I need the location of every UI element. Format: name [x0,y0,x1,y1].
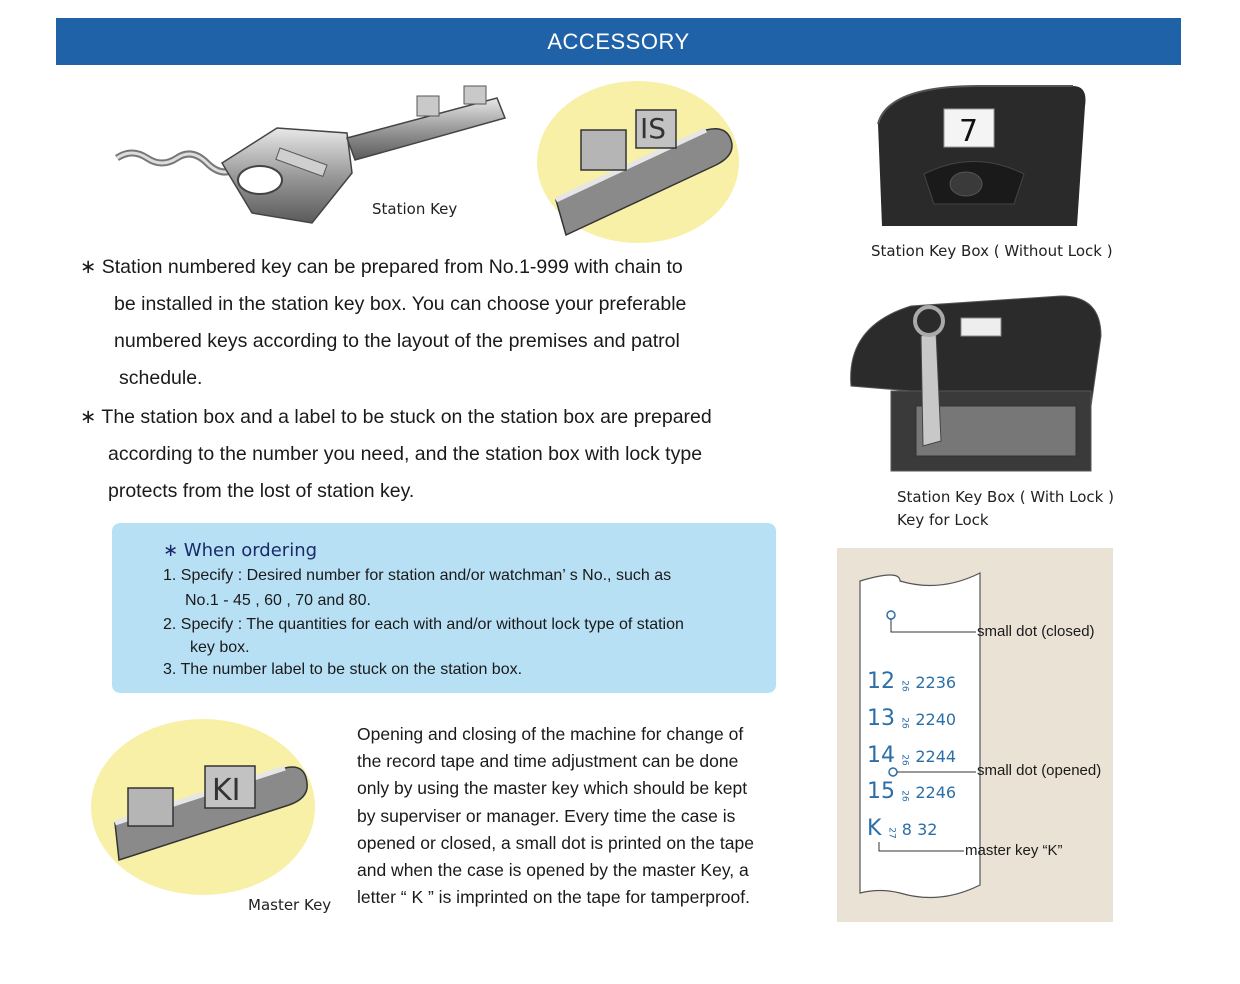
tape-row [867,743,956,768]
tape-month: 26 [900,754,911,766]
tape-master-k: K [867,816,882,841]
para2-line: according to the number you need, and the station box with lock type [108,443,703,465]
master-line: Opening and closing of the machine for change of [357,724,744,744]
tape-time: 2236 [915,673,957,692]
tape-row [867,706,956,731]
svg-text:IS: IS [640,112,667,145]
station-key-closeup-image [536,80,740,244]
para1-line: numbered keys according to the layout of the premises and patrol [114,330,680,352]
para2-line: ∗ The station box and a label to be stuck on the station box are prepared [80,406,712,428]
ordering-line: 2. Specify : The quantities for each with and/or without lock type of station [163,616,684,633]
tape-row [867,669,956,694]
tape-day: 13 [867,706,895,731]
box-number-label: 7 [959,114,979,149]
tape-time: 2246 [915,783,957,802]
para1-line: be installed in the station key box. You can choose your preferable [114,293,687,315]
box-without-lock-caption: Station Key Box ( Without Lock ) [871,242,1113,260]
svg-text:KI: KI [212,773,241,808]
tape-time: 8 32 [901,820,938,839]
ordering-line: No.1 - 45 , 60 , 70 and 80. [185,592,371,609]
para1-line: ∗ Station numbered key can be prepared from No.1-999 with chain to [80,256,683,278]
tape-row [867,779,956,804]
para1-line: schedule. [119,367,203,389]
tape-time: 2240 [915,710,957,729]
master-line: and when the case is opened by the master Key, a [357,860,749,881]
tape-day: 14 [867,743,895,768]
master-line: opened or closed, a small dot is printed on the tape [357,832,754,853]
section-title: ACCESSORY [547,28,690,54]
station-key-caption: Station Key [372,200,458,218]
master-key-caption: Master Key [248,896,332,914]
ordering-line: key box. [190,639,250,656]
station-key-box-with-lock-image [846,276,1108,476]
master-key-description [357,721,754,911]
record-tape-image [837,548,1113,922]
tape-day: 12 [867,669,895,694]
tape-day: 15 [867,779,895,804]
tape-month: 26 [900,790,911,802]
tape-time: 2244 [915,747,957,766]
ordering-title: ∗ When ordering [163,540,318,561]
station-key-box-without-lock-image [874,84,1088,234]
tape-month: 27 [886,827,897,839]
section-header [56,18,1181,65]
station-box-description [80,399,712,510]
box-with-lock-caption-1: Station Key Box ( With Lock ) [897,488,1114,506]
ordering-line: 1. Specify : Desired number for station and/or watchman’ s No., such as [163,567,672,584]
dot-closed-label: small dot (closed) [977,623,1095,640]
tape-row [867,816,937,841]
master-key-k-label: master key “K” [965,842,1063,859]
master-key-closeup-image [90,718,316,896]
para2-line: protects from the lost of station key. [108,480,415,502]
tape-month: 26 [900,717,911,729]
tape-month: 26 [900,680,911,692]
master-line: by superviser or manager. Every time the case is [357,805,736,826]
master-line: the record tape and time adjustment can be done [357,751,739,772]
box-with-lock-caption-2: Key for Lock [897,511,989,529]
master-line: letter “ K ” is imprinted on the tape for tamperproof. [357,887,750,908]
station-key-description [80,249,686,397]
dot-opened-label: small dot (opened) [977,762,1102,779]
ordering-line: 3. The number label to be stuck on the station box. [163,661,523,678]
master-line: only by using the master key which should be kept [357,778,748,799]
